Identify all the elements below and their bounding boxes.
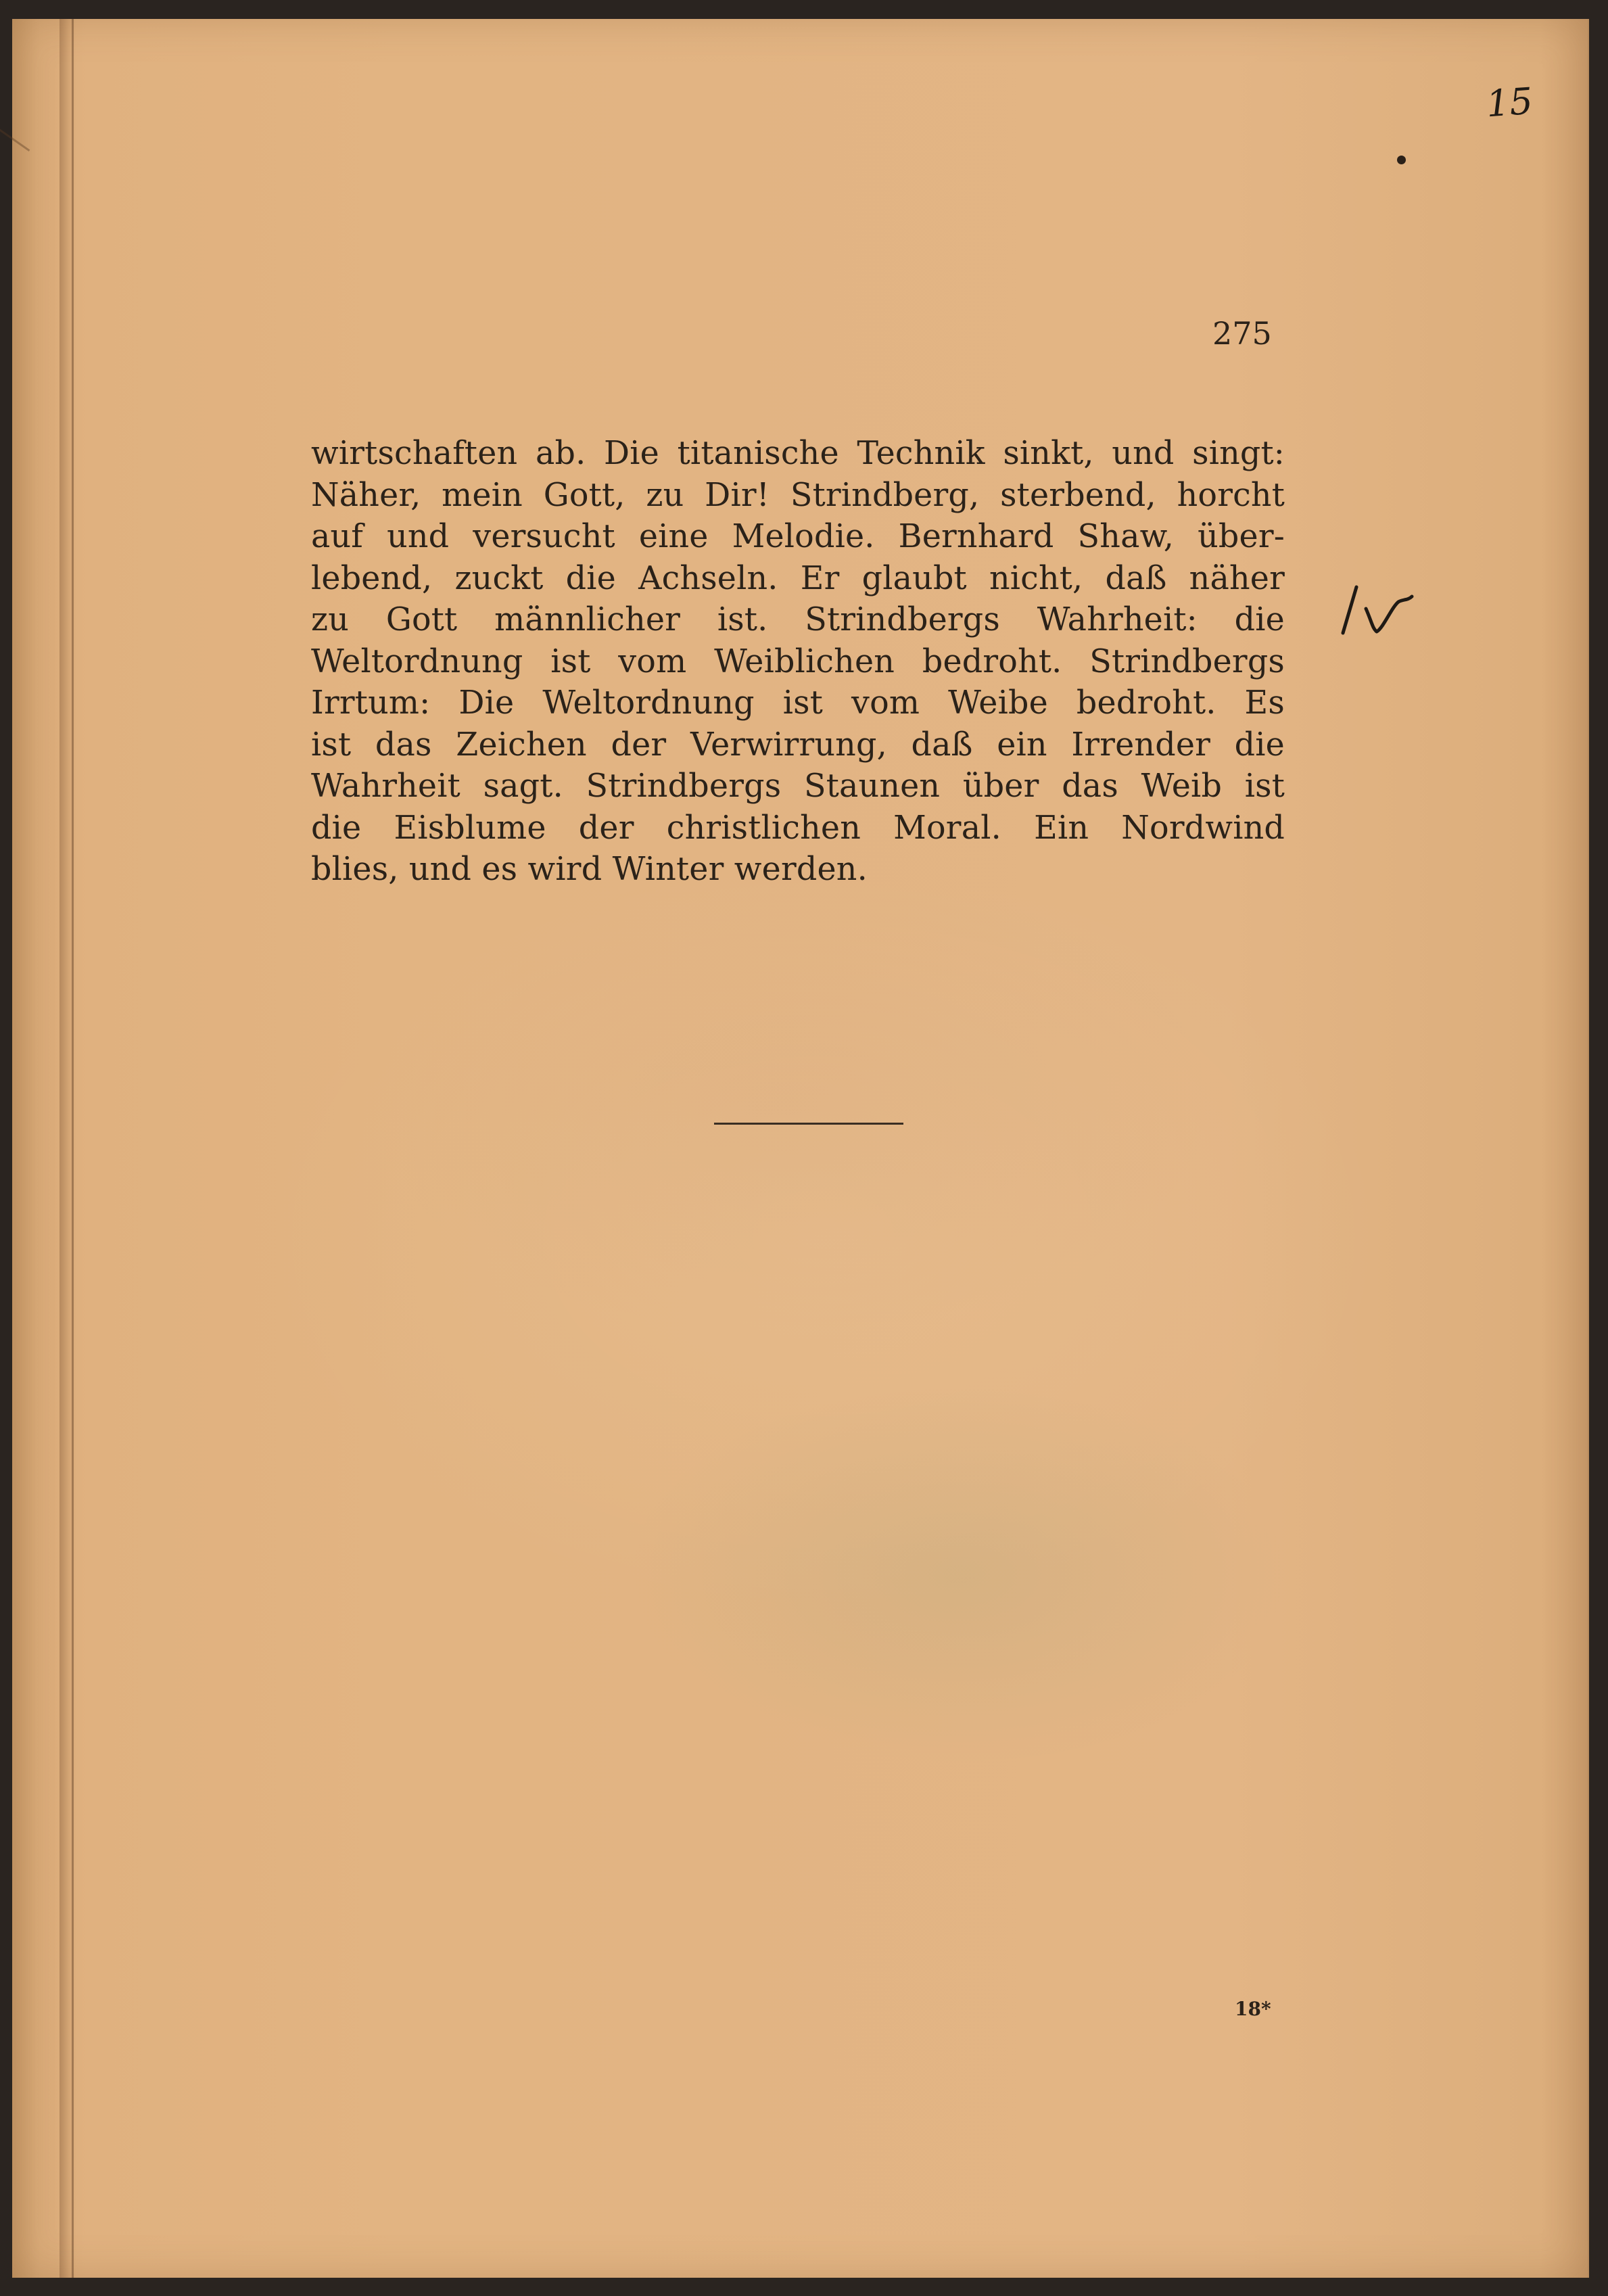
binding-edge-line — [72, 19, 74, 2278]
text-line: die Eisblume der christlichen Moral. Ein Nordwind — [311, 809, 1285, 847]
page-number: 275 — [1212, 315, 1272, 352]
text-line: Weltordnung ist vom Weiblichen bedroht. Strindbergs — [311, 642, 1285, 680]
signature-mark: 18* — [1235, 1998, 1271, 2020]
text-line: Näher, mein Gott, zu Dir! Strindberg, sterbend, horcht — [311, 476, 1285, 514]
text-line: Irrtum: Die Weltordnung ist vom Weibe bedroht. Es — [311, 684, 1285, 722]
text-line: wirtschaften ab. Die titanische Technik sinkt, und singt: — [311, 435, 1285, 472]
body-text — [311, 433, 1292, 891]
handwritten-margin-mark — [1324, 573, 1425, 648]
text-line: Wahrheit sagt. Strindbergs Staunen über das Weib ist — [311, 768, 1285, 805]
ink-dot-mark — [1397, 156, 1406, 164]
handwritten-folio-number: 15 — [1484, 79, 1534, 126]
corner-crease — [0, 60, 69, 151]
text-line: lebend, zuckt die Achseln. Er glaubt nicht, daß näher — [311, 559, 1285, 597]
paper-page — [12, 19, 1589, 2278]
text-line: ist das Zeichen der Verwirrung, daß ein Irrender die — [311, 726, 1285, 764]
text-line: zu Gott männlicher ist. Strindbergs Wahrheit: die — [311, 601, 1285, 638]
text-line: auf und versucht eine Melodie. Bernhard Shaw, über- — [311, 518, 1285, 555]
text-line: blies, und es wird Winter werden. — [311, 851, 868, 888]
section-divider-rule — [714, 1123, 903, 1125]
